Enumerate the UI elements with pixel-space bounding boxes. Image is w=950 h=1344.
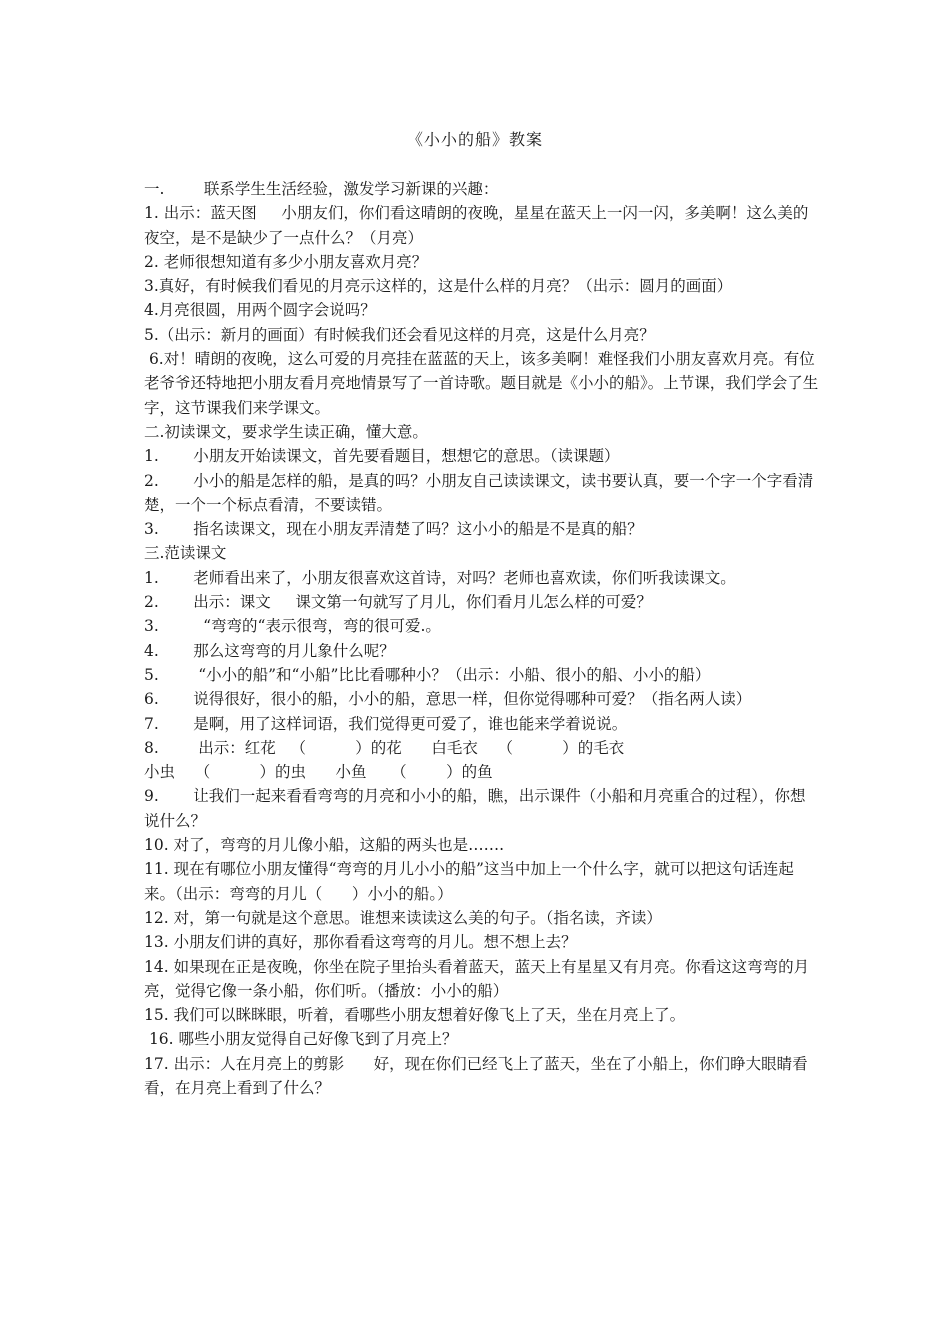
paragraph: 17. 出示：人在月亮上的剪影 好，现在你们已经飞上了蓝天，坐在了小船上，你们睁大眼睛看看，在月亮上看到了什么？ (144, 1054, 808, 1097)
paragraph: 6. 说得很好，很小的船，小小的船，意思一样，但你觉得哪种可爱？（指名两人读） (144, 690, 752, 709)
document-body (144, 177, 820, 1100)
paragraph: 6.对！晴朗的夜晚，这么可爱的月亮挂在蓝蓝的天上，该多美啊！难怪我们小朋友喜欢月亮。有位老爷爷还特地把小朋友看月亮地情景写了一首诗歌。题目就是《小小的船》。上节课，我们学会了生字，这节课我们来学课文。 (144, 350, 819, 417)
paragraph: 10. 对了，弯弯的月儿像小船，这船的两头也是……. (144, 836, 505, 855)
section-heading: 二.初读课文，要求学生读正确，懂大意。 (144, 422, 428, 441)
paragraph: 2. 老师很想知道有多少小朋友喜欢月亮？ (144, 252, 428, 271)
paragraph: 一. 联系学生生活经验，激发学习新课的兴趣： (144, 180, 499, 198)
paragraph: 11. 现在有哪位小朋友懂得“弯弯的月儿小小的船”这当中加上一个什么字，就可以把这句话连起来。（出示：弯弯的月儿（ ）小小的船。） (144, 860, 794, 903)
section-heading: 三.范读课文 (144, 544, 227, 563)
paragraph: 5.（出示：新月的画面）有时候我们还会看见这样的月亮，这是什么月亮？ (144, 325, 655, 344)
paragraph: 4. 那么这弯弯的月儿象什么呢？ (144, 641, 395, 660)
paragraph: 4.月亮很圆，用两个圆字会说吗？ (144, 301, 376, 320)
paragraph: 12. 对，第一句就是这个意思。谁想来读读这么美的句子。（指名读，齐读） (144, 908, 662, 927)
paragraph: 15. 我们可以眯眯眼，听着，看哪些小朋友想着好像飞上了天，坐在月亮上了。 (144, 1006, 686, 1025)
paragraph: 2. 出示：课文 课文第一句就写了月儿，你们看月儿怎么样的可爱？ (144, 593, 652, 612)
document-title: 《小小的船》教案 (406, 130, 543, 149)
paragraph: 1. 老师看出来了，小朋友很喜欢这首诗，对吗？老师也喜欢读，你们听我读课文。 (144, 568, 736, 587)
paragraph: 14. 如果现在正是夜晚，你坐在院子里抬头看着蓝天，蓝天上有星星又有月亮。你看这这弯弯的月亮，觉得它像一条小船，你们听。（播放：小小的船） (144, 957, 810, 1000)
paragraph: 3.真好，有时候我们看见的月亮示这样的，这是什么样的月亮？（出示：圆月的画面） (144, 277, 733, 296)
paragraph: 7. 是啊，用了这样词语，我们觉得更可爱了，谁也能来学着说说。 (144, 714, 628, 733)
paragraph: 5. “小小的船”和“小船”比比看哪种小？（出示：小船、很小的船、小小的船） (144, 665, 711, 684)
paragraph: 8. 出示：红花 （ ）的花 白毛衣 （ ）的毛衣 (144, 738, 625, 757)
paragraph: 2. 小小的船是怎样的船，是真的吗？小朋友自己读读课文，读书要认真，要一个字一个字看清楚，一个一个标点看清，不要读错。 (144, 471, 814, 514)
paragraph: 16. 哪些小朋友觉得自己好像飞到了月亮上？ (144, 1030, 458, 1049)
paragraph: 3. “弯弯的“表示很弯，弯的很可爱.。 (144, 617, 441, 636)
paragraph: 9. 让我们一起来看看弯弯的月亮和小小的船，瞧，出示课件（小船和月亮重合的过程），你想说什么？ (144, 787, 806, 830)
paragraph: 1. 出示：蓝天图 小朋友们，你们看这晴朗的夜晚，星星在蓝天上一闪一闪，多美啊！这么美的夜空，是不是缺少了一点什么？（月亮） (144, 204, 809, 247)
paragraph: 1. 小朋友开始读课文，首先要看题目，想想它的意思。（读课题） (144, 447, 620, 466)
paragraph: 3. 指名读课文，现在小朋友弄清楚了吗？这小小的船是不是真的船？ (144, 520, 643, 539)
paragraph: 13. 小朋友们讲的真好，那你看看这弯弯的月儿。想不想上去？ (144, 933, 577, 952)
paragraph: 小虫 （ ）的虫 小鱼 （ ）的鱼 (144, 763, 493, 782)
